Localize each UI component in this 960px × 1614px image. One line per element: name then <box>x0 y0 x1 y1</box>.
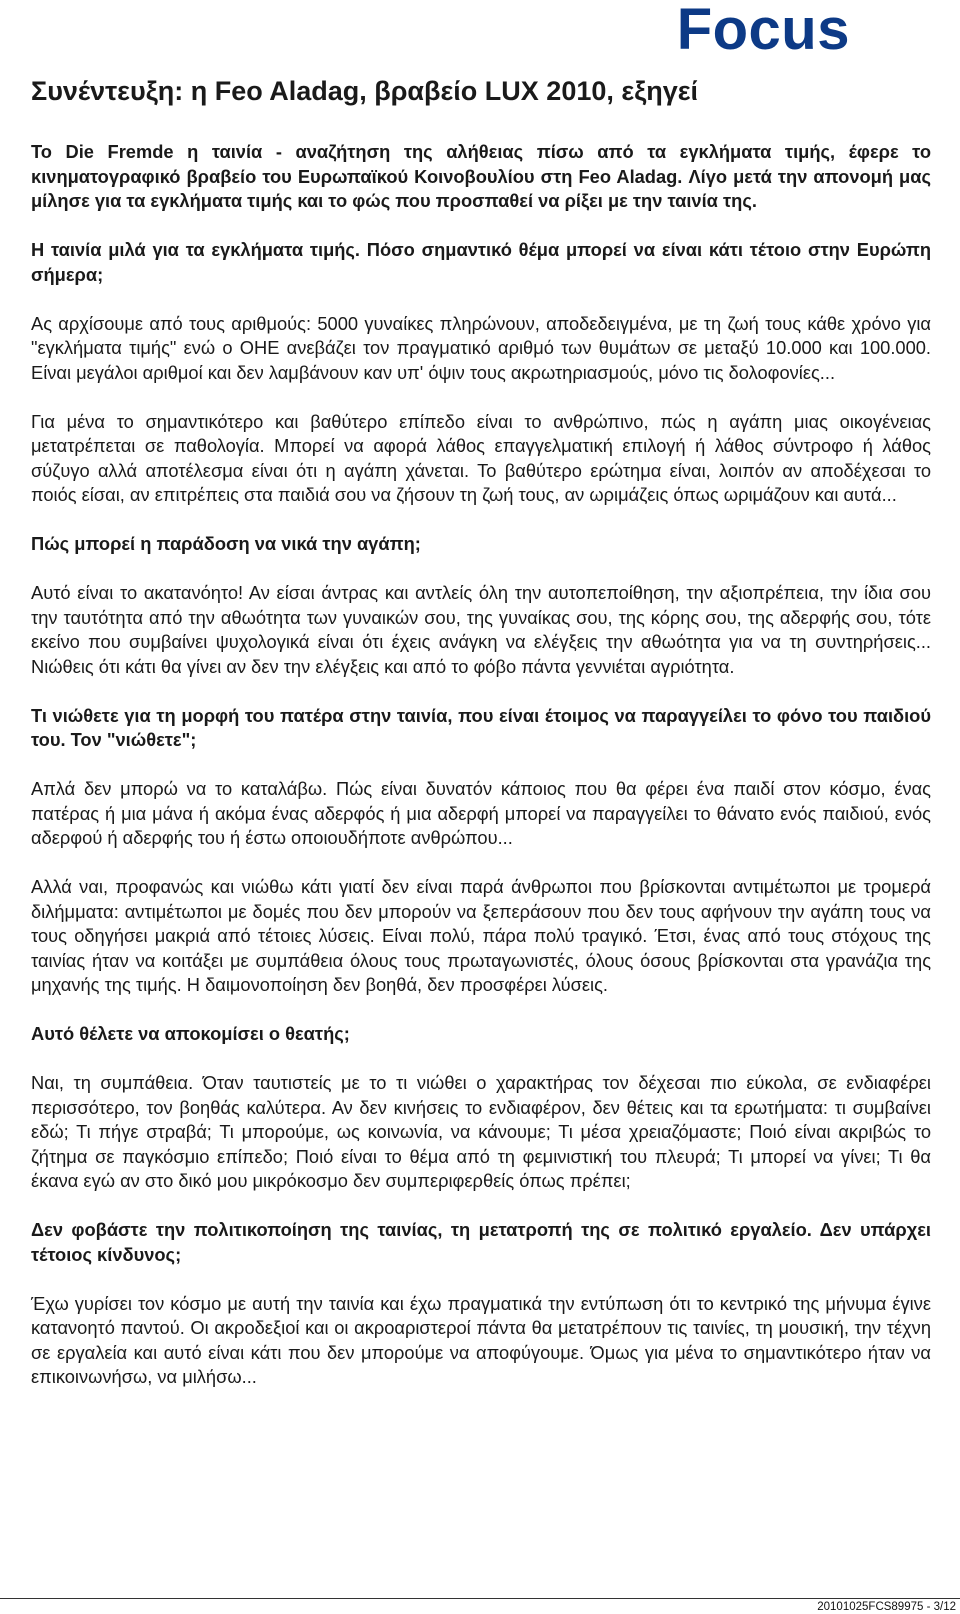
answer-2: Αυτό είναι το ακατανόητο! Αν είσαι άντρας και αντλείς όλη την αυτοπεποίθηση, την αξιοπρέπεια, την ίδια σου την ταυτότητα από την αθωότητα των γυναικών σου, της γυναίκας σου, της κόρης σου, της αδερφής σου, τότε εκείνο που συμβαίνει ψυχολογικά είναι ότι έχεις ανάγκη να ελέγξεις την αθωότητα για να τη συντηρήσεις... Νιώθεις ότι κάτι θα γίνει αν δεν την ελέγξεις και από το φόβο πάντα γεννιέται αγριότητα. <box>31 582 931 677</box>
question-2: Πώς μπορεί η παράδοση να νικά την αγάπη; <box>31 533 421 554</box>
answer-5: Έχω γυρίσει τον κόσμο με αυτή την ταινία και έχω πραγματικά την εντύπωση ότι το κεντρικό της μήνυμα έγινε κατανοητό παντού. Οι ακροδεξιοί και οι ακροαριστεροί πάντα θα μετατρέπουν τις ταινίες, τη μουσική, την τέχνη σε εργαλεία και αυτό είναι κάτι που δεν μπορούμε να αποφύγουμε. Όμως για μένα το σημαντικότερο ήταν να επικοινωνήσω, να μιλήσω... <box>31 1292 931 1387</box>
answer-3: Απλά δεν μπορώ να το καταλάβω. Πώς είναι δυνατόν κάποιος που θα φέρει ένα παιδί στον κόσμο, ένας πατέρας ή μια μάνα ή ακόμα ένας αδερφός ή μια αδερφή μπορεί να παραγγείλει το θάνατο ενός παιδιού, ενός αδερφού ή αδερφής του ή έστω οποιουδήποτε ανθρώπου... <box>31 778 931 848</box>
page-reference: 20101025FCS89975 - 3/12 <box>817 1601 956 1613</box>
page-title: Συνέντευξη: η Feo Aladag, βραβείο LUX 2010, εξηγεί <box>31 76 699 106</box>
question-4: Αυτό θέλετε να αποκομίσει ο θεατής; <box>31 1023 350 1044</box>
footer-divider <box>0 1598 960 1599</box>
answer-1-continued: Για μένα το σημαντικότερο και βαθύτερο επίπεδο είναι το ανθρώπινο, πώς η αγάπη μιας οικογένειας μετατρέπεται σε παθολογία. Μπορεί να αφορά λάθος επαγγελματική επιλογή ή λάθος σύντροφο ή λάθος σύζυγο αλλά αποτέλεσμα είναι ότι η αγάπη χάνεται. Το βαθύτερο ερώτημα είναι, λοιπόν αν αποδέχεσαι το ποιός είσαι, αν επιτρέπεις στα παιδιά σου να ζήσουν τη ζωή τους, αν ωριμάζεις όπως ωριμάζουν και αυτά... <box>31 410 931 505</box>
question-1: Η ταινία μιλά για τα εγκλήματα τιμής. Πόσο σημαντικό θέμα μπορεί να είναι κάτι τέτοιο στην Ευρώπη σήμερα; <box>31 239 931 285</box>
article-body <box>31 140 931 1414</box>
answer-1: Ας αρχίσουμε από τους αριθμούς: 5000 γυναίκες πληρώνουν, αποδεδειγμένα, με τη ζωή τους κάθε χρόνο για "εγκλήματα τιμής" ενώ ο ΟΗΕ ανεβάζει τον πραγματικό αριθμό των θυμάτων σε μεταξύ 10.000 και 100.000. Είναι μεγάλοι αριθμοί και δεν λαμβάνουν καν υπ' όψιν τους ακρωτηριασμούς, μόνο τις δολοφονίες... <box>31 312 931 383</box>
question-5: Δεν φοβάστε την πολιτικοποίηση της ταινίας, τη μετατροπή της σε πολιτικό εργαλείο. Δεν υπάρχει τέτοιος κίνδυνος; <box>31 1219 931 1265</box>
answer-3-continued: Αλλά ναι, προφανώς και νιώθω κάτι γιατί δεν είναι παρά άνθρωποι που βρίσκονται αντιμέτωποι με τρομερά διλήμματα: αντιμέτωποι με δομές που δεν μπορούν να ξεπεράσουν που δεν τους αφήνουν την αγάπη τους να τους οδηγήσει μακριά από τέτοιες λύσεις. Είναι πολύ, πάρα πολύ τραγικό. Έτσι, ένας από τους στόχους της ταινίας ήταν να κοιτάξει με συμπάθεια όλους τους πρωταγωνιστές, όλους όσους βρίσκονται στα γρανάζια της μηχανής της τιμής. Η δαιμονοποίηση δεν βοηθά, δεν προσφέρει λύσεις. <box>31 876 931 995</box>
brand-logo: Focus <box>676 0 850 62</box>
question-3: Τι νιώθετε για τη μορφή του πατέρα στην ταινία, που είναι έτοιμος να παραγγείλει το φόνο του παιδιού του. Τον "νιώθετε"; <box>31 704 931 750</box>
article-lead: Το Die Fremde η ταινία - αναζήτηση της αλήθειας πίσω από τα εγκλήματα τιμής, έφερε το κινηματογραφικό βραβείο του Ευρωπαϊκού Κοινοβουλίου στη Feo Aladag. Λίγο μετά την απονομή μας μίλησε για τα εγκλήματα τιμής και το φώς που προσπαθεί να ρίξει με την ταινία της. <box>31 141 931 211</box>
answer-4: Ναι, τη συμπάθεια. Όταν ταυτιστείς με το τι νιώθει ο χαρακτήρας τον δέχεσαι πιο εύκολα, σε ενδιαφέρει περισσότερο, τον βοηθάς καλύτερα. Αν δεν κινήσεις το ενδιαφέρον, δεν θέτεις και τα ερωτήματα: τι συμβαίνει εδώ; Τι πήγε στραβά; Τι μπορούμε, ως κοινωνία, να κάνουμε; Τι μέσα χρειαζόμαστε; Ποιό είναι ακριβώς το ζήτημα σε παγκόσμιο επίπεδο; Ποιό είναι το θέμα από τη φεμινιστική του πλευρά; Τι μπορεί να γίνει; Τι θα έκανα εγώ αν στο δικό μου μικρόκοσμο δεν συμπεριφερθείς όπως πρέπει; <box>31 1072 931 1191</box>
